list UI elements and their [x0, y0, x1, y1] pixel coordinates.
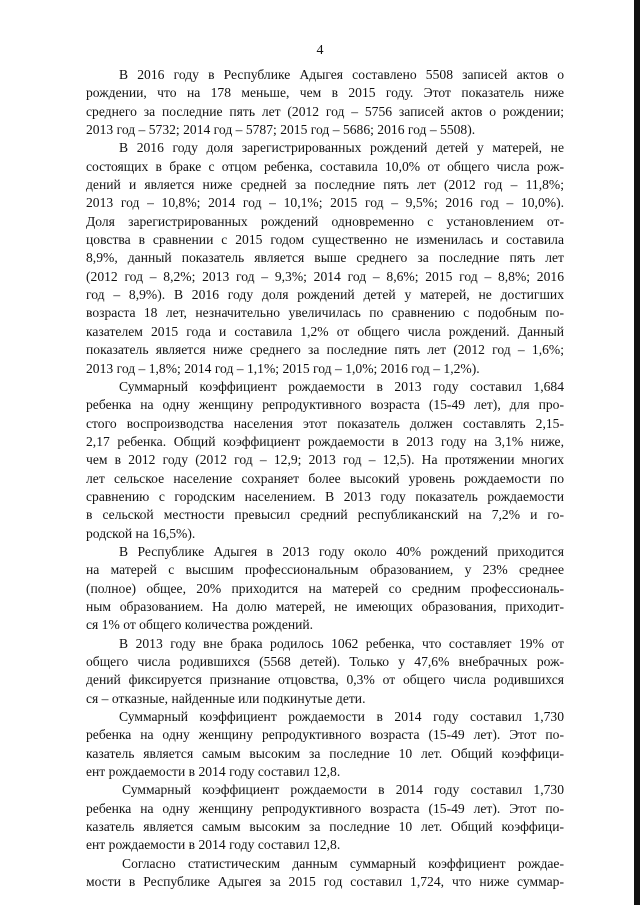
scan-edge [634, 0, 640, 905]
text-line: Суммарный коэффициент рождаемости в 2014 году составил 1,730 [119, 709, 564, 725]
text-line: рождении, что на 178 меньше, чем в 2015 году. Этот показатель ниже [86, 85, 564, 101]
document-body [86, 66, 564, 891]
text-line: 2013 год – 1,8%; 2014 год – 1,1%; 2015 год – 1,0%; 2016 год – 1,2%). [86, 360, 480, 376]
text-line: Согласно статистическим данным суммарный коэффициент рождае- [122, 855, 564, 871]
text-line: 2013 год – 5732; 2014 год – 5787; 2015 год – 5686; 2016 год – 5508). [86, 122, 476, 138]
text-line: год – 8,9%). В 2016 году доля рождений детей у матерей, не достигших [86, 287, 564, 303]
page-number: 4 [316, 43, 324, 58]
text-line: родской на 16,5%). [86, 525, 196, 541]
text-line: Суммарный коэффициент рождаемости в 2014 году составил 1,730 [122, 782, 564, 798]
text-line: В Республике Адыгея в 2013 году около 40% рождений приходится [119, 543, 564, 559]
text-line: показатель является ниже среднего за последние пять лет (2012 год – 1,6%; [86, 342, 564, 358]
text-line: ся – отказные, найденные или подкинутые дети. [86, 690, 366, 706]
text-line: казателем 2015 года и составила 1,2% от общего числа рождений. Данный [86, 323, 564, 339]
text-line: ным образованием. На долю матерей, не имеющих образования, приходит- [86, 598, 564, 614]
text-line: Суммарный коэффициент рождаемости в 2013 году составил 1,684 [119, 378, 564, 394]
text-line: ребенка на одну женщину репродуктивного возраста (15-49 лет). Этот по- [86, 800, 564, 816]
text-line: общего числа родившихся (5568 детей). Только у 47,6% внебрачных рож- [86, 654, 564, 669]
text-line: (2012 год – 8,2%; 2013 год – 9,3%; 2014 год – 8,6%; 2015 год – 8,8%; 2016 [86, 268, 564, 284]
text-line: ент рождаемости в 2014 году составил 12,8. [86, 837, 341, 853]
text-line: 2,17 ребенка. Общий коэффициент рождаемости в 2013 году на 3,1% ниже, [86, 433, 564, 449]
text-line: В 2016 году в Республике Адыгея составлено 5508 записей актов о [119, 67, 564, 82]
text-line: лет сельское население сохраняет более высокий уровень рождаемости по [86, 470, 564, 486]
text-line: ребенка на одну женщину репродуктивного возраста (15-49 лет), для про- [86, 397, 564, 413]
text-line: состоящих в браке с отцом ребенка, составила 10,0% от общего числа рож- [86, 158, 564, 174]
text-line: сравнению с городским населением. В 2013 году показатель рождаемости [86, 488, 564, 504]
text-line: ребенка на одну женщину репродуктивного возраста (15-49 лет). Этот по- [86, 727, 564, 743]
text-line: чем в 2012 году (2012 год – 12,9; 2013 год – 12,5). На протяжении многих [86, 452, 564, 468]
text-line: 2013 год – 10,8%; 2014 год – 10,1%; 2015 год – 9,5%; 2016 год – 10,0%). [86, 195, 564, 211]
text-line: ся 1% от общего количества рождений. [86, 617, 314, 633]
text-line: ент рождаемости в 2014 году составил 12,8. [86, 764, 341, 780]
text-line: возраста 18 лет, незначительно увеличилась по сравнению с подобным по- [86, 305, 564, 321]
text-line: В 2016 году доля зарегистрированных рождений детей у матерей, не [119, 140, 564, 156]
text-line: стого воспроизводства населения этот показатель должен составлять 2,15- [86, 415, 564, 431]
text-line: В 2013 году вне брака родилось 1062 ребенка, что составляет 19% от [119, 635, 564, 651]
text-line: в сельской местности превысил средний республиканский на 7,2% и го- [86, 507, 564, 523]
text-line: среднего за последние пять лет (2012 год – 5756 записей актов о рождении; [86, 103, 564, 119]
text-line: Доля зарегистрированных рождений одновременно с установлением от- [86, 213, 564, 229]
text-line: 8,9%, данный показатель является выше среднего за последние пять лет [86, 250, 564, 266]
text-line: казатель является самым высоким за последние 10 лет. Общий коэффици- [86, 745, 564, 761]
text-line: мости в Республике Адыгея за 2015 год составил 1,724, что ниже суммар- [86, 874, 564, 890]
text-line: (полное) общее, 20% приходится на матерей со средним профессиональ- [86, 580, 564, 596]
text-line: казатель является самым высоким за последние 10 лет. Общий коэффици- [86, 819, 564, 835]
text-line: дений и является ниже средней за последние пять лет (2012 год – 11,8%; [86, 177, 564, 193]
text-line: цовства в сравнении с 2015 годом существенно не изменилась и составила [86, 232, 564, 248]
text-line: дений фиксируется признание отцовства, 0,3% от общего числа родившихся [86, 672, 564, 688]
text-line: на матерей с высшим профессиональным образованием, у 23% среднее [86, 562, 564, 578]
